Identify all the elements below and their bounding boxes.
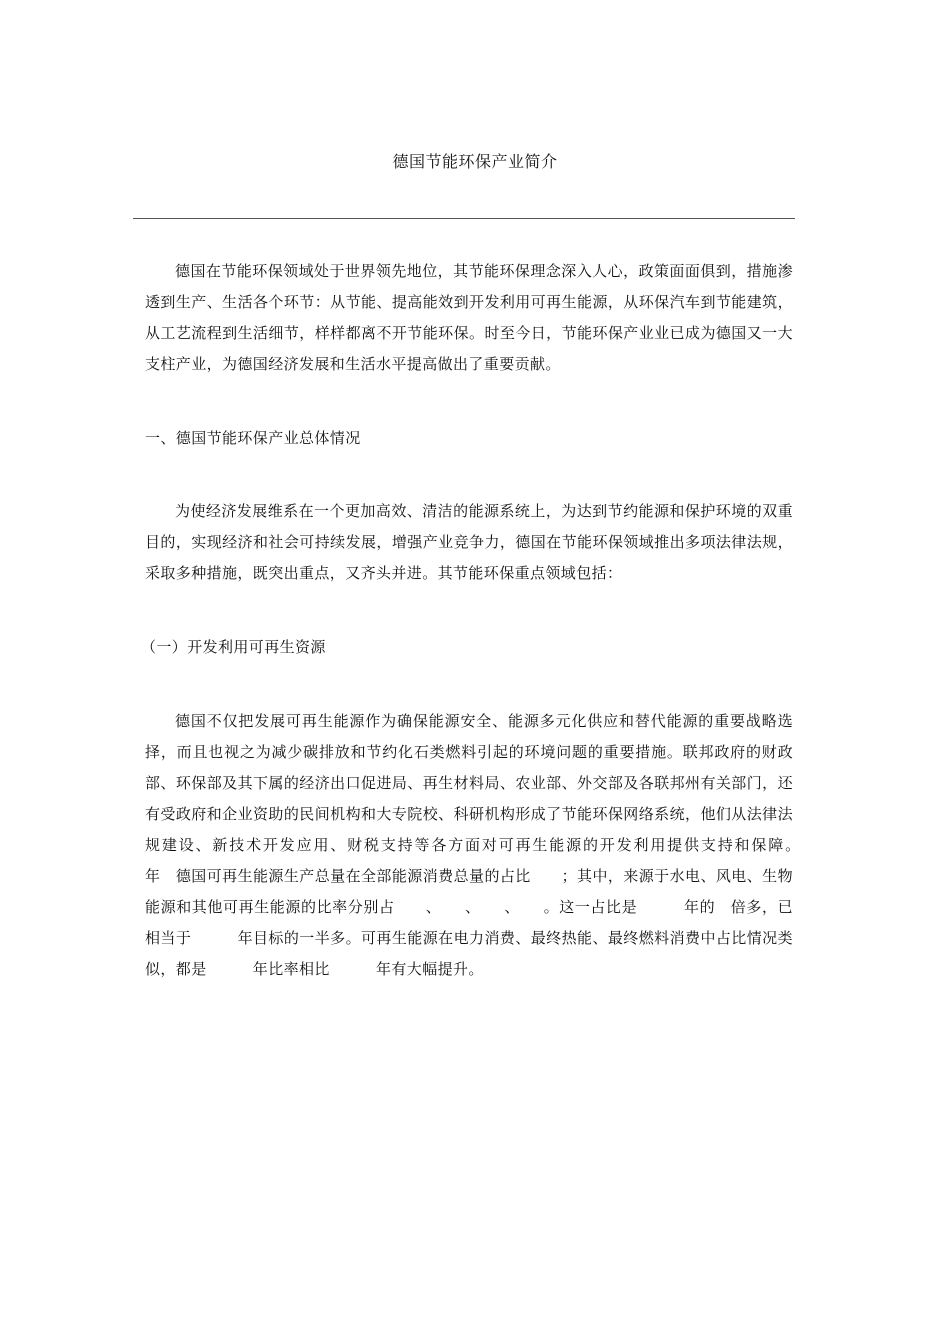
paragraph-gap bbox=[145, 589, 793, 632]
document-body bbox=[141, 256, 840, 985]
section-heading: 一、德国节能环保产业总体情况 bbox=[145, 429, 361, 447]
subsection-paragraph: 德国不仅把发展可再生能源作为确保能源安全、能源多元化供应和替代能源的重要战略选择，而且也视之为减少碳排放和节约化石类燃料引起的环境问题的重要措施。联邦政府的财政部、环保部及其下属的经济出口促进局、再生材料局、农业部、外交部及各联邦州有关部门，还有受政府和企业资助的民间机构和大专院校、科研机构形成了节能环保网络系统，他们从法律法规建设、新技术开发应用、财税支持等各方面对可再生能源的开发利用提供支持和保障。 年 德国可再生能源生产总量在全部能源消费总量的占比 ；其中，来源于水电、风电、生物能源和其他可再生能源的比率分别占 、 、 、 。这一占比是 年的 倍多，已相当于 年目标的一半多。可再生能源在电力消费、最终热能、最终燃料消费中占比情况类似，都是 年比率相比 年有大幅提升。 bbox=[145, 712, 840, 978]
document-title: 德国节能环保产业简介 bbox=[392, 152, 558, 171]
section-paragraph: 为使经济发展维系在一个更加高效、清洁的能源系统上，为达到节约能源和保护环境的双重目的，实现经济和社会可持续发展，增强产业竞争力，德国在节能环保领域推出多项法律法规，采取多种措施，既突出重点，又齐头并进。其节能环保重点领域包括： bbox=[145, 502, 793, 582]
paragraph-gap bbox=[145, 380, 793, 423]
title-divider bbox=[133, 218, 795, 219]
paragraph-gap bbox=[145, 663, 793, 706]
intro-paragraph: 德国在节能环保领域处于世界领先地位，其节能环保理念深入人心，政策面面俱到，措施渗透到生产、生活各个环节：从节能、提高能效到开发利用可再生能源，从环保汽车到节能建筑，从工艺流程到生活细节，样样都离不开节能环保。时至今日，节能环保产业业已成为德国又一大支柱产业，为德国经济发展和生活水平提高做出了重要贡献。 bbox=[145, 262, 793, 373]
paragraph-gap bbox=[145, 454, 793, 496]
subsection-heading: （一）开发利用可再生资源 bbox=[141, 638, 326, 656]
